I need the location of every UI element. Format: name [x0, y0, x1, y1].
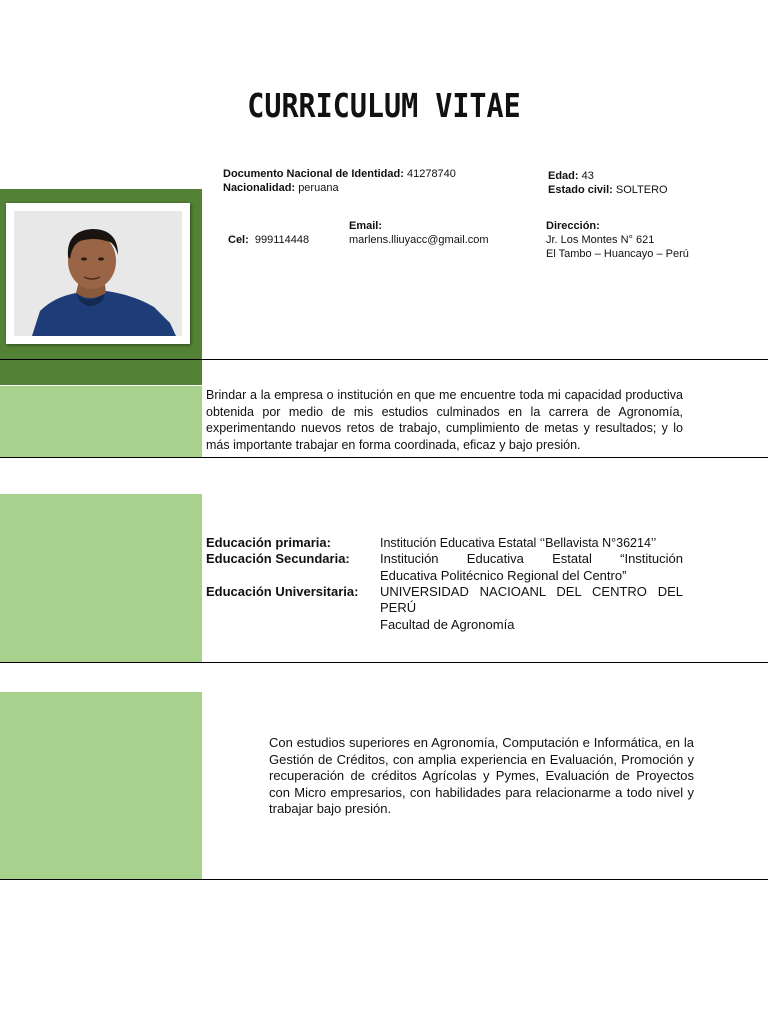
age-value: 43 [581, 170, 594, 182]
age-label: Edad: [548, 170, 579, 182]
nationality-label: Nacionalidad: [223, 182, 296, 194]
profile-photo [14, 211, 182, 336]
profile-photo-frame [6, 203, 190, 344]
cel-label: Cel: [228, 234, 249, 246]
cel-value: 999114448 [254, 234, 310, 246]
edu-secondary-label: Educación Secundaria: [206, 551, 350, 566]
edu-university-line-1: UNIVERSIDAD NACIOANL DEL CENTRO DEL [380, 584, 683, 599]
edu-faculty: Facultad de Agronomía [380, 617, 515, 632]
dni-row [223, 167, 456, 181]
divider-header [0, 359, 768, 360]
edu-university-label: Educación Universitaria: [206, 584, 359, 599]
edu-primary-label: Educación primaria: [206, 535, 331, 550]
education-side-panel [0, 494, 202, 662]
nationality-value: peruana [298, 182, 339, 194]
email-label: Email: [349, 220, 383, 232]
dni-label: Documento Nacional de Identidad: [223, 168, 404, 180]
experience-side-panel [0, 692, 202, 879]
edu-primary-value: Institución Educativa Estatal ‘‘Bellavista N°36214’’ [380, 536, 657, 550]
civil-status-label: Estado civil: [548, 184, 613, 196]
address-label: Dirección: [546, 220, 600, 232]
divider-experience [0, 879, 768, 880]
nationality-row [223, 181, 339, 195]
dni-value: 41278740 [406, 168, 456, 180]
civil-status-row [548, 183, 668, 197]
address-line-2: El Tambo – Huancayo – Perú [546, 248, 689, 260]
address-line-1: Jr. Los Montes N° 621 [546, 234, 655, 246]
person-photo-icon [14, 211, 182, 336]
divider-objective [0, 457, 768, 458]
objective-side-panel [0, 386, 202, 457]
experience-text: Con estudios superiores en Agronomía, Computación e Informática, en la Gestión de Créditos, con amplia experiencia en Evaluación, Promoción y recuperación de créditos Agrícolas y Pymes, Evaluación de Proyectos con Micro empresarios, con habilidades para relacionarme a todo nivel y trabajar bajo presión. [269, 735, 694, 816]
cel-row [228, 233, 309, 247]
edu-secondary-line-1: Institución Educativa Estatal “Institución [380, 551, 683, 566]
civil-status-value: SOLTERO [615, 184, 668, 196]
objective-text: Brindar a la empresa o institución en que me encuentre toda mi capacidad productiva obtenida por medio de mis estudios culminados en la carrera de Agronomía, experimentando nuevos retos de trabajo, cumplimiento de metas y resultados; y lo más importante trabajar en forma coordinada, eficaz y bajo presión. [206, 388, 683, 452]
divider-education [0, 662, 768, 663]
edu-secondary-line-2: Educativa Politécnico Regional del Centro” [380, 568, 627, 583]
page-title: CURRICULUM VITAE [247, 86, 521, 125]
age-row [548, 169, 594, 183]
edu-university-line-2: PERÚ [380, 600, 417, 615]
email-value: marlens.lliuyacc@gmail.com [349, 234, 489, 246]
